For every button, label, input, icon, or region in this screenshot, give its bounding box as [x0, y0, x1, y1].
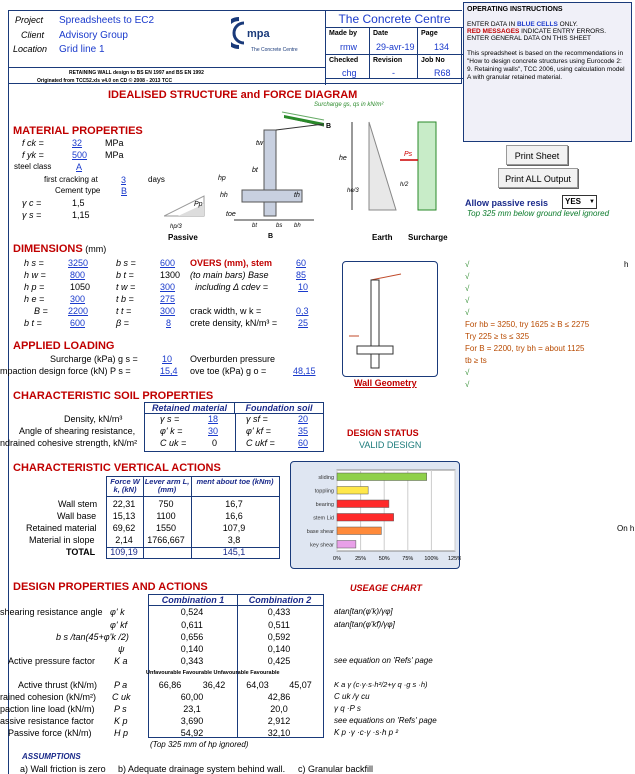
bb-input[interactable]: 600 [70, 318, 86, 328]
svg-text:Pp: Pp [194, 201, 203, 208]
project-value[interactable]: Spreadsheets to EC2 [59, 15, 155, 26]
soil-table: Retained material Foundation soil [144, 402, 324, 452]
chart-category-label: key shear [310, 542, 334, 549]
chart-bar [337, 487, 368, 495]
hp-input[interactable]: 300 [70, 294, 86, 304]
design-status-label: DESIGN STATUS [347, 428, 419, 438]
fck-input[interactable]: 32 [72, 138, 83, 148]
job-grid [325, 28, 463, 85]
location-label: Location [13, 44, 48, 54]
chart-category-label: bearing [315, 501, 334, 508]
passive-label: Allow passive resis [465, 198, 549, 208]
client-value[interactable]: Advisory Group [59, 30, 128, 41]
passive-select[interactable]: YES ▼ [562, 195, 597, 209]
print-all-button[interactable]: Print ALL Output [498, 168, 578, 188]
design-line: RETAINING WALL design to BS EN 1997 and BS EN 1992 [69, 70, 204, 76]
chart-plot-area [337, 470, 455, 551]
chart-tick-label: 50% [378, 556, 390, 562]
delta-input[interactable]: 10 [298, 282, 309, 292]
fyk-input[interactable]: 500 [72, 150, 88, 160]
sheet-border [8, 84, 9, 774]
svg-text:th: th [294, 192, 300, 199]
chart-tick-label: 100% [424, 556, 439, 562]
chart-tick-label: 25% [355, 556, 367, 562]
cracking-days-input[interactable]: 3 [121, 175, 127, 185]
found-density-input[interactable]: 20 [298, 414, 309, 424]
cement-type-input[interactable]: B [121, 186, 128, 196]
svg-text:bt: bt [252, 167, 258, 174]
loading-title: APPLIED LOADING [13, 340, 115, 352]
actions-table: Force W k, (kN) Lever arm L, (mm) ment about toe (kNm) [106, 476, 280, 559]
chart-bar [337, 514, 394, 522]
svg-text:B: B [268, 233, 274, 240]
soil-angle-input[interactable]: 30 [208, 426, 219, 436]
bs-input[interactable]: 600 [160, 258, 176, 268]
svg-text:Surcharge gs, qs in kN/m²: Surcharge gs, qs in kN/m² [314, 102, 384, 108]
wall-geometry-label: Wall Geometry [354, 378, 417, 388]
design-title: DESIGN PROPERTIES AND ACTIONS [13, 581, 208, 593]
jobno-value[interactable]: R68 [434, 68, 451, 78]
svg-text:toe: toe [226, 211, 236, 218]
message-ts-range: Try 225 ≥ ts ≤ 325 [465, 332, 530, 341]
svg-text:he: he [339, 155, 347, 162]
soil-density-input[interactable]: 18 [208, 414, 219, 424]
svg-text:Earth: Earth [372, 233, 393, 242]
svg-text:Surcharge: Surcharge [408, 233, 448, 242]
page-value[interactable]: 134 [434, 42, 450, 52]
surcharge-input[interactable]: 10 [162, 354, 173, 364]
dropdown-arrow-icon: ▼ [589, 199, 595, 205]
instructions-panel: OPERATING INSTRUCTIONS ENTER DATA IN BLUE CELLS ONLY. RED MESSAGES INDICATE ENTRY ERRORS. ENTER GENERAL DATA ON THIS SHEET This spreadsheet is based on the recommendations in "How to design concrete structures using Eurocode 2: 9. Retaining walls", TCC 2006, using calculation model A with granular retained material. [463, 2, 632, 142]
madeby-value[interactable]: rmw [340, 42, 357, 52]
usage-chart [290, 461, 460, 569]
project-label: Project [15, 15, 44, 25]
svg-text:he/3: he/3 [347, 188, 359, 194]
found-cohesion-input[interactable]: 60 [298, 438, 309, 448]
soil-title: CHARACTERISTIC SOIL PROPERTIES [13, 390, 214, 402]
svg-text:Ps: Ps [404, 151, 413, 158]
dimensions-title: DIMENSIONS (mm) [13, 243, 107, 255]
checked-label: Checked [329, 57, 359, 64]
cover-base-input[interactable]: 85 [296, 270, 307, 280]
madeby-label: Made by [329, 30, 358, 37]
logo-subtitle: The Concrete Centre [251, 47, 298, 53]
assumptions-title: ASSUMPTIONS [22, 752, 81, 761]
revision-label: Revision [373, 57, 403, 64]
structure-diagram [164, 100, 454, 245]
chart-tick-label: 75% [402, 556, 414, 562]
svg-text:bs: bs [276, 223, 283, 229]
chart-bar [337, 473, 427, 481]
h-input[interactable]: 3250 [68, 258, 89, 268]
date-value[interactable]: 29-avr-19 [376, 42, 415, 52]
svg-text:B: B [326, 123, 332, 130]
chart-bar [337, 527, 381, 535]
message-B-range: For hb = 3250, try 1625 ≥ B ≤ 2275 [465, 320, 590, 329]
chart-category-label: base shear [306, 528, 334, 535]
chart-category-label: sliding [318, 474, 334, 481]
svg-text:bh: bh [294, 223, 301, 229]
density-input[interactable]: 25 [298, 318, 309, 328]
tt-input[interactable]: 300 [160, 306, 176, 316]
svg-text:mpa: mpa [247, 28, 270, 40]
above-toe-value: 48,15 [293, 366, 316, 376]
instructions-title: OPERATING INSTRUCTIONS [467, 6, 563, 13]
svg-text:Passive: Passive [168, 233, 198, 242]
tb-input[interactable]: 275 [160, 294, 176, 304]
chart-tick-label: 0% [333, 556, 341, 562]
found-angle-input[interactable]: 35 [298, 426, 309, 436]
chart-tick-label: 125% [447, 556, 461, 562]
B-input[interactable]: 2200 [68, 306, 89, 316]
location-value[interactable]: Grid line 1 [59, 44, 105, 55]
title-block [8, 10, 462, 84]
beta-input[interactable]: 8 [166, 318, 172, 328]
compaction-input[interactable]: 15,4 [160, 366, 178, 376]
origin-line: Originated from TCC52.xls v4.0 on CD © 2008 - 2013 TCC [37, 78, 173, 84]
material-title: MATERIAL PROPERTIES [13, 125, 143, 137]
design-table: Combination 1 Combination 2 [148, 594, 324, 738]
svg-text:tw: tw [256, 140, 263, 147]
actions-title: CHARACTERISTIC VERTICAL ACTIONS [13, 462, 221, 474]
passive-note: Top 325 mm below ground level ignored [467, 209, 610, 218]
date-label: Date [373, 30, 389, 37]
revision-value[interactable]: - [392, 68, 395, 78]
usage-chart-label: USEAGE CHART [350, 583, 422, 593]
print-sheet-button[interactable]: Print Sheet [506, 145, 568, 165]
hw-input[interactable]: 800 [70, 270, 86, 280]
crack-width-input[interactable]: 0,3 [296, 306, 309, 316]
svg-text:bt: bt [252, 223, 258, 229]
svg-text:hp: hp [218, 175, 226, 182]
svg-text:h/2: h/2 [400, 182, 409, 188]
svg-text:hh: hh [220, 192, 228, 199]
cover-stem-input[interactable]: 60 [296, 258, 307, 268]
jobno-label: Job No [421, 57, 445, 64]
steel-class-input[interactable]: A [76, 162, 83, 172]
org-name: The Concrete Centre [325, 11, 463, 28]
page-label: Page [421, 30, 438, 37]
chart-bar [337, 500, 389, 508]
message-bh: For B = 2200, try bh = about 1125 [465, 344, 585, 353]
message-tb: tb ≥ ts [465, 356, 487, 365]
design-status-value: VALID DESIGN [359, 440, 422, 450]
instructions-text: This spreadsheet is based on the recommendations in "How to design concrete structures using Eurocode 2: 9. Retaining walls", TCC 2006, using calculation model A with granular retained material. [467, 50, 625, 81]
client-label: Client [21, 30, 45, 40]
chart-bar [337, 541, 356, 549]
svg-text:hp/3: hp/3 [170, 224, 182, 230]
chart-category-label: stem Lid [313, 515, 334, 522]
chart-category-label: toppling [314, 488, 334, 495]
wall-geometry-panel [342, 261, 438, 377]
diagram-title: IDEALISED STRUCTURE and FORCE DIAGRAM [108, 89, 358, 101]
checked-value[interactable]: chg [342, 68, 357, 78]
tw-input[interactable]: 300 [160, 282, 176, 292]
